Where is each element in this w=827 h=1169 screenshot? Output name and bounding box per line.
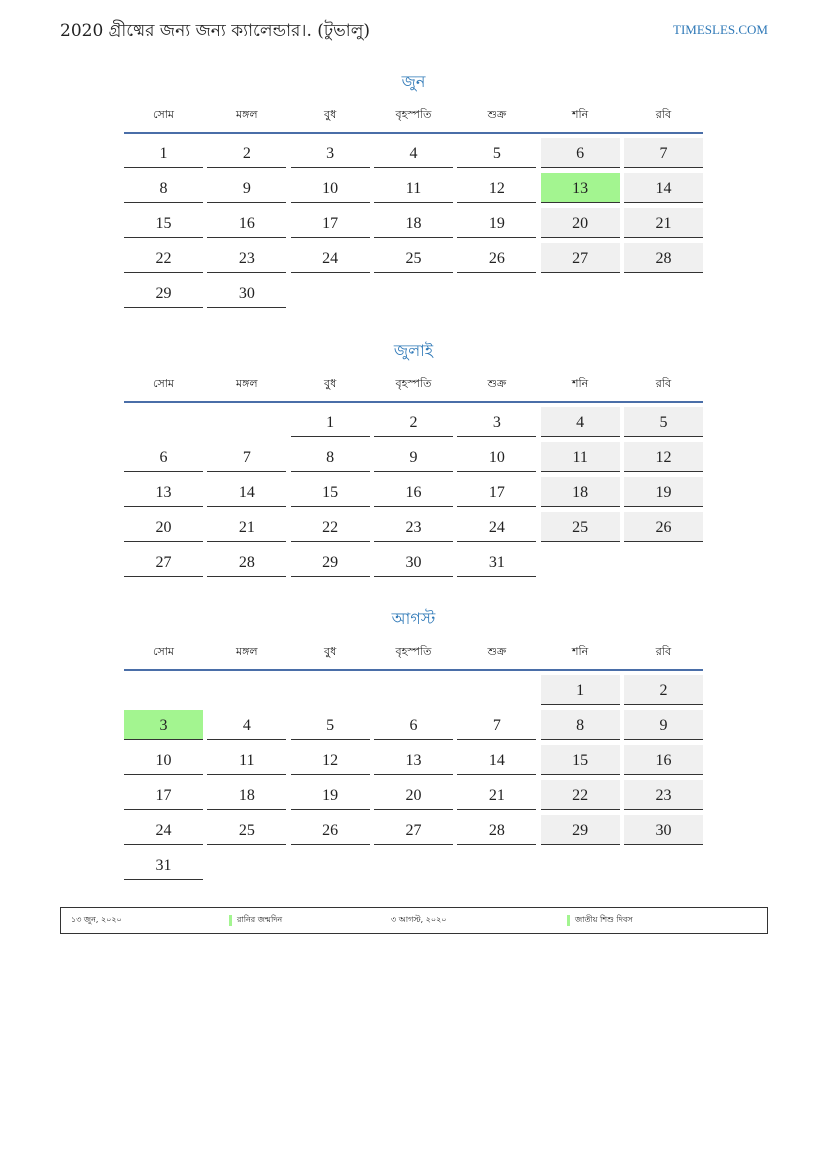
day-cell[interactable]: 16 — [624, 745, 703, 775]
day-cell[interactable]: 2 — [207, 138, 286, 168]
page-header — [60, 18, 768, 46]
weekday-label: সোম — [152, 376, 175, 390]
day-cell[interactable]: 20 — [374, 780, 453, 810]
day-cell[interactable]: 12 — [457, 173, 536, 203]
day-cell[interactable]: 25 — [207, 815, 286, 845]
weekday-label: বুধ — [324, 107, 337, 121]
holiday-swatch — [567, 915, 570, 926]
day-cell[interactable]: 20 — [541, 208, 620, 238]
day-cell[interactable]: 6 — [541, 138, 620, 168]
weekday-label: শনি — [572, 376, 589, 390]
day-cell[interactable]: 4 — [374, 138, 453, 168]
day-cell[interactable]: 7 — [207, 442, 286, 472]
day-cell[interactable]: 29 — [124, 278, 203, 308]
day-cell[interactable]: 8 — [541, 710, 620, 740]
day-cell[interactable]: 29 — [541, 815, 620, 845]
empty-cell — [207, 407, 286, 436]
day-cell[interactable]: 13 — [124, 477, 203, 507]
day-cell[interactable]: 30 — [207, 278, 286, 308]
day-cell[interactable]: 11 — [374, 173, 453, 203]
month-title: জুন — [401, 72, 426, 91]
day-cell[interactable]: 19 — [624, 477, 703, 507]
day-cell[interactable]: 29 — [291, 547, 370, 577]
day-cell[interactable]: 31 — [124, 850, 203, 880]
weekday-label: বুধ — [324, 644, 337, 658]
day-cell[interactable]: 24 — [457, 512, 536, 542]
empty-cell — [624, 278, 703, 307]
page-title: 2020 গ্রীষ্মের জন্য জন্য ক্যালেন্ডার।. (টুভালু) — [60, 21, 371, 41]
day-cell[interactable]: 11 — [541, 442, 620, 472]
weekday-label: বৃহস্পতি — [395, 107, 432, 121]
legend-date: ৩ আগস্ট, ২০২০ — [391, 915, 447, 924]
empty-cell — [291, 675, 370, 704]
weekday-label: বৃহস্পতি — [395, 644, 432, 658]
day-cell[interactable]: 6 — [374, 710, 453, 740]
day-cell[interactable]: 1 — [541, 675, 620, 705]
day-cell[interactable]: 1 — [291, 407, 370, 437]
empty-cell — [624, 850, 703, 879]
day-cell[interactable]: 26 — [624, 512, 703, 542]
day-cell[interactable]: 22 — [541, 780, 620, 810]
day-cell[interactable]: 4 — [541, 407, 620, 437]
holiday-day-cell[interactable]: 3 — [124, 710, 203, 740]
day-cell[interactable]: 22 — [124, 243, 203, 273]
day-cell[interactable]: 15 — [124, 208, 203, 238]
day-cell[interactable]: 17 — [291, 208, 370, 238]
day-cell[interactable]: 21 — [207, 512, 286, 542]
day-cell[interactable]: 9 — [374, 442, 453, 472]
day-cell[interactable]: 3 — [457, 407, 536, 437]
weekday-header — [124, 369, 703, 399]
day-cell[interactable]: 2 — [374, 407, 453, 437]
weekday-label: মঙ্গল — [236, 644, 258, 658]
empty-cell — [541, 278, 620, 307]
empty-cell — [374, 850, 453, 879]
day-cell[interactable]: 23 — [624, 780, 703, 810]
day-cell[interactable]: 26 — [291, 815, 370, 845]
day-cell[interactable]: 8 — [124, 173, 203, 203]
day-cell[interactable]: 6 — [124, 442, 203, 472]
weekday-header — [124, 100, 703, 130]
weekday-label: শুক্র — [487, 376, 507, 390]
empty-cell — [541, 547, 620, 576]
day-cell[interactable]: 18 — [541, 477, 620, 507]
day-cell[interactable]: 11 — [207, 745, 286, 775]
day-cell[interactable]: 15 — [291, 477, 370, 507]
empty-cell — [207, 850, 286, 879]
header-divider — [124, 401, 703, 403]
day-cell[interactable]: 27 — [124, 547, 203, 577]
weekday-label: বৃহস্পতি — [395, 376, 432, 390]
day-cell[interactable]: 30 — [374, 547, 453, 577]
day-cell[interactable]: 25 — [374, 243, 453, 273]
month-calendar — [124, 70, 703, 308]
weekday-label: রবি — [655, 107, 672, 121]
day-cell[interactable]: 2 — [624, 675, 703, 705]
day-cell[interactable]: 24 — [124, 815, 203, 845]
weekday-label: মঙ্গল — [236, 376, 258, 390]
day-cell[interactable]: 5 — [624, 407, 703, 437]
month-calendar — [124, 339, 703, 577]
day-cell[interactable]: 28 — [624, 243, 703, 273]
day-cell[interactable]: 19 — [291, 780, 370, 810]
weekday-label: রবি — [655, 644, 672, 658]
header-divider — [124, 132, 703, 134]
month-title: জুলাই — [393, 341, 434, 360]
day-cell[interactable]: 21 — [624, 208, 703, 238]
day-cell[interactable]: 16 — [374, 477, 453, 507]
day-cell[interactable]: 5 — [457, 138, 536, 168]
weekday-label: রবি — [655, 376, 672, 390]
weekday-label: শুক্র — [487, 107, 507, 121]
weekday-label: শনি — [572, 644, 589, 658]
days-grid — [124, 138, 703, 308]
day-cell[interactable]: 8 — [291, 442, 370, 472]
holiday-day-cell[interactable]: 13 — [541, 173, 620, 203]
empty-cell — [374, 675, 453, 704]
weekday-label: শনি — [572, 107, 589, 121]
day-cell[interactable]: 1 — [124, 138, 203, 168]
day-cell[interactable]: 24 — [291, 243, 370, 273]
day-cell[interactable]: 19 — [457, 208, 536, 238]
day-cell[interactable]: 10 — [124, 745, 203, 775]
day-cell[interactable]: 14 — [207, 477, 286, 507]
day-cell[interactable]: 17 — [124, 780, 203, 810]
day-cell[interactable]: 5 — [291, 710, 370, 740]
day-cell[interactable]: 26 — [457, 243, 536, 273]
day-cell[interactable]: 10 — [291, 173, 370, 203]
day-cell[interactable]: 7 — [457, 710, 536, 740]
weekday-label: মঙ্গল — [236, 107, 258, 121]
day-cell[interactable]: 23 — [374, 512, 453, 542]
empty-cell — [457, 675, 536, 704]
empty-cell — [457, 850, 536, 879]
day-cell[interactable]: 27 — [541, 243, 620, 273]
day-cell[interactable]: 18 — [207, 780, 286, 810]
days-grid — [124, 407, 703, 577]
empty-cell — [457, 278, 536, 307]
empty-cell — [124, 407, 203, 436]
day-cell[interactable]: 27 — [374, 815, 453, 845]
day-cell[interactable]: 25 — [541, 512, 620, 542]
legend-label: রানির জন্মদিন — [237, 915, 283, 924]
day-cell[interactable]: 14 — [457, 745, 536, 775]
day-cell[interactable]: 14 — [624, 173, 703, 203]
day-cell[interactable]: 3 — [291, 138, 370, 168]
day-cell[interactable]: 16 — [207, 208, 286, 238]
empty-cell — [624, 547, 703, 576]
day-cell[interactable]: 22 — [291, 512, 370, 542]
day-cell[interactable]: 31 — [457, 547, 536, 577]
day-cell[interactable]: 4 — [207, 710, 286, 740]
day-cell[interactable]: 12 — [291, 745, 370, 775]
day-cell[interactable]: 28 — [207, 547, 286, 577]
day-cell[interactable]: 30 — [624, 815, 703, 845]
weekday-label: সোম — [152, 644, 175, 658]
month-calendar — [124, 607, 703, 880]
weekday-label: শুক্র — [487, 644, 507, 658]
day-cell[interactable]: 17 — [457, 477, 536, 507]
empty-cell — [291, 850, 370, 879]
legend-date: ১৩ জুন, ২০২০ — [71, 915, 122, 924]
day-cell[interactable]: 23 — [207, 243, 286, 273]
day-cell[interactable]: 7 — [624, 138, 703, 168]
day-cell[interactable]: 20 — [124, 512, 203, 542]
site-link[interactable]: TIMESLES.COM — [673, 22, 768, 37]
day-cell[interactable]: 28 — [457, 815, 536, 845]
day-cell[interactable]: 21 — [457, 780, 536, 810]
header-divider — [124, 669, 703, 671]
day-cell[interactable]: 9 — [207, 173, 286, 203]
empty-cell — [291, 278, 370, 307]
weekday-header — [124, 637, 703, 667]
day-cell[interactable]: 9 — [624, 710, 703, 740]
day-cell[interactable]: 13 — [374, 745, 453, 775]
legend-entry — [567, 908, 633, 933]
holiday-legend — [60, 907, 768, 934]
month-title: আগস্ট — [391, 609, 436, 628]
empty-cell — [374, 278, 453, 307]
empty-cell — [207, 675, 286, 704]
empty-cell — [541, 850, 620, 879]
days-grid — [124, 675, 703, 880]
legend-entry — [229, 908, 282, 933]
weekday-label: বুধ — [324, 376, 337, 390]
holiday-swatch — [229, 915, 232, 926]
empty-cell — [124, 675, 203, 704]
day-cell[interactable]: 12 — [624, 442, 703, 472]
day-cell[interactable]: 10 — [457, 442, 536, 472]
day-cell[interactable]: 15 — [541, 745, 620, 775]
weekday-label: সোম — [152, 107, 175, 121]
day-cell[interactable]: 18 — [374, 208, 453, 238]
legend-label: জাতীয় শিশু দিবস — [575, 915, 633, 924]
